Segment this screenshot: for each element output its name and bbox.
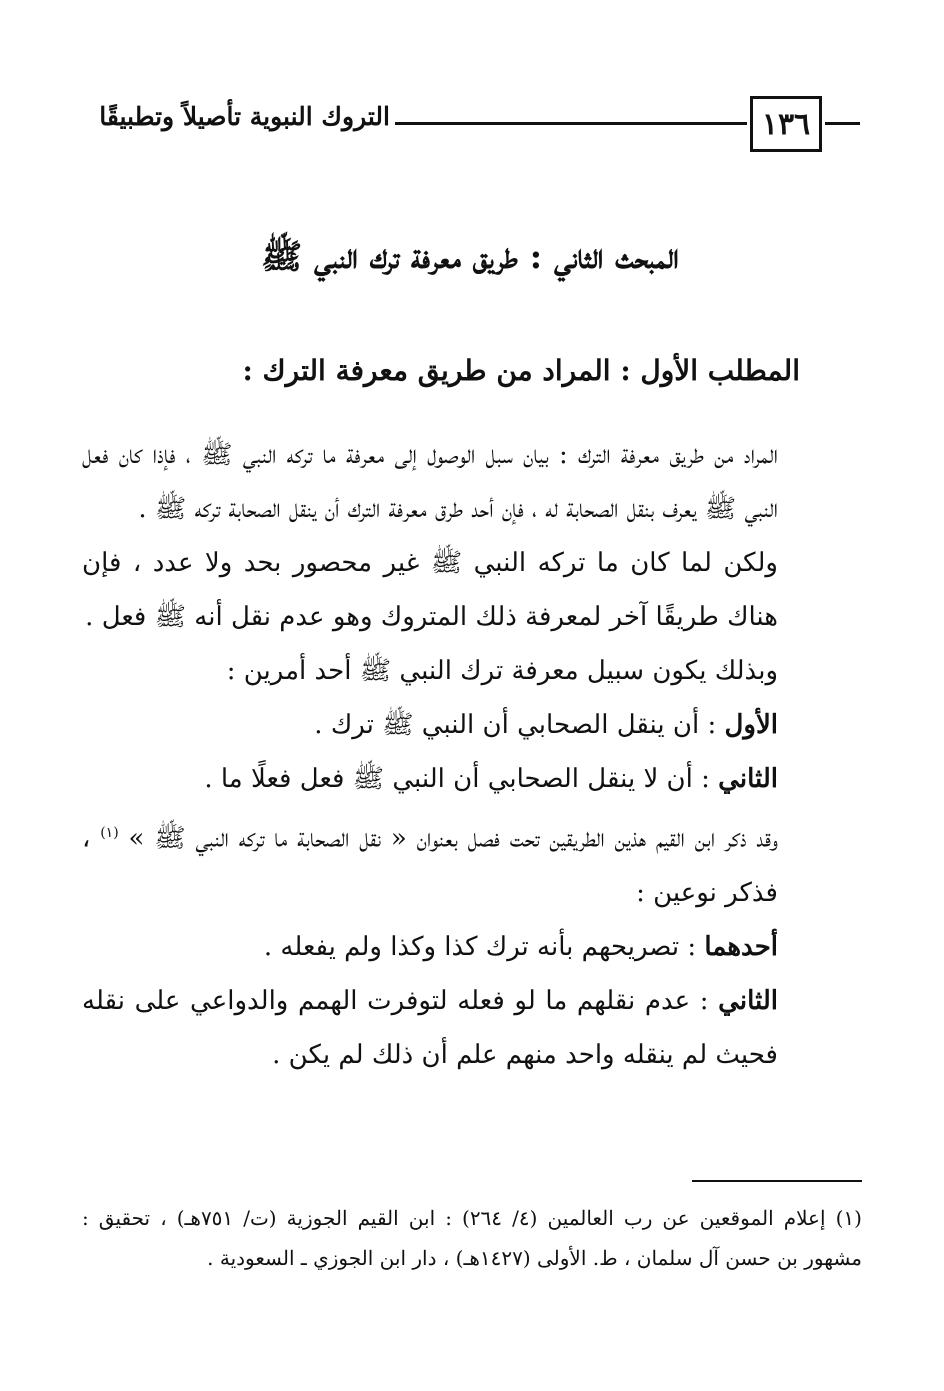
paragraph-lead: الأول (724, 710, 778, 740)
footnote-ref: (١) (100, 825, 119, 841)
paragraph-3: وبذلك يكون سبيل معرفة ترك النبي ﷺ أحد أمرين : (226, 656, 778, 686)
paragraph-4 (82, 698, 798, 752)
running-title: التروك النبوية تأصيلاً وتطبيقًا (99, 102, 390, 131)
paragraph-8 (82, 974, 798, 1082)
section-title: المبحث الثاني : طريق معرفة ترك النبي ﷺ (261, 237, 679, 277)
footnotes (82, 1198, 862, 1278)
body-text (82, 428, 798, 1082)
paragraph-lead: الثاني (718, 985, 778, 1016)
sub-title: المطلب الأول : المراد من طريق معرفة الترك : (242, 354, 800, 387)
header-rule (395, 122, 747, 125)
paragraph-text: : أن لا ينقل الصحابي أن النبي ﷺ فعل فعلًا ما . (204, 764, 719, 794)
header-rule-short (825, 122, 860, 125)
footnote-divider (692, 1180, 862, 1182)
paragraph-text: وقد ذكر ابن القيم هذين الطريقين تحت فصل بعنوان « نقل الصحابة ما تركه النبي ﷺ » (128, 823, 779, 854)
paragraph-6 (82, 806, 798, 920)
paragraph-text: : تصريحهم بأنه ترك كذا وكذا ولم يفعله . (263, 931, 705, 962)
paragraph-lead: الثاني (718, 764, 778, 794)
paragraph-7 (82, 920, 798, 974)
paragraph-text: : أن ينقل الصحابي أن النبي ﷺ ترك . (314, 710, 725, 740)
page-number: ١٣٦ (750, 96, 822, 152)
paragraph-text: ، فذكر نوعين : (82, 823, 778, 908)
paragraph-text: : عدم نقلهم ما لو فعله لتوفرت الهمم والدواعي على نقله فحيث لم ينقله واحد منهم علم أن ذلك لم يكن . (82, 985, 778, 1070)
paragraph-1: المراد من طريق معرفة الترك : بيان سبل الوصول إلى معرفة ما تركه النبي ﷺ ، فإذا كان فعل النبي ﷺ يعرف بنقل الصحابة له ، فإن أحد طرق معرفة الترك أن ينقل الصحابة تركه ﷺ . (82, 440, 778, 524)
paragraph-2: ولكن لما كان ما تركه النبي ﷺ غير محصور بحد ولا عدد ، فإن هناك طريقًا آخر لمعرفة ذلك المتروك وهو عدم نقل أنه ﷺ فعل . (82, 548, 778, 632)
paragraph-5 (82, 752, 798, 806)
footnote-1: (١) إعلام الموقعين عن رب العالمين (٤/ ٢٦٤) : ابن القيم الجوزية (ت/ ٧٥١هـ) ، تحقيق : مشهور بن حسن آل سلمان ، ط. الأولى (١٤٢٧هـ) ، دار ابن الجوزي ـ السعودية . (82, 1206, 862, 1270)
paragraph-lead: أحدهما (704, 931, 778, 962)
page-header (60, 92, 860, 162)
